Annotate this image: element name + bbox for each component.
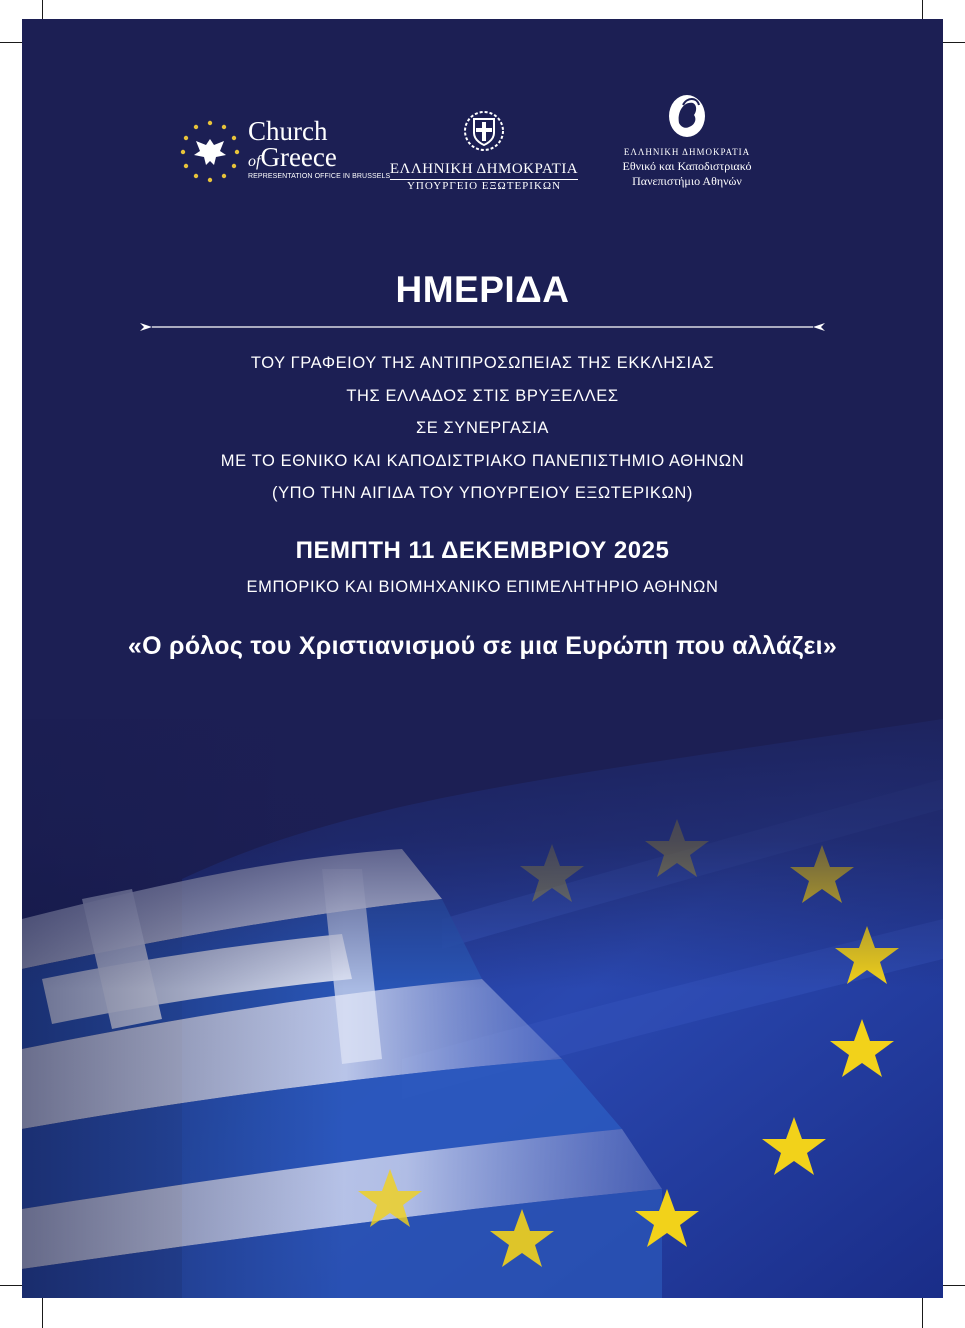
organizer-line: (ΥΠΟ ΤΗΝ ΑΙΓΙΔΑ ΤΟΥ ΥΠΟΥΡΓΕΙΟΥ ΕΞΩΤΕΡΙΚΩΝ) xyxy=(271,484,694,502)
university-of-athens-logo xyxy=(597,93,777,193)
organizer-block xyxy=(22,347,943,510)
uoa-logo-line2: Εθνικό και Καποδιστριακό xyxy=(622,159,752,173)
event-theme: «Ο ρόλος του Χριστιανισμού σε μια Ευρώπη που αλλάζει» xyxy=(127,632,838,660)
church-logo-name-line2 xyxy=(248,143,337,176)
hellenic-republic-mfa-logo xyxy=(384,109,584,192)
church-logo-subtitle: REPRESENTATION OFFICE IN BRUSSELS xyxy=(248,173,391,180)
church-of-greece-logo xyxy=(180,116,391,187)
crop-mark xyxy=(42,1298,43,1328)
poster xyxy=(22,19,943,1298)
event-date: ΠΕΜΠΤΗ 11 ΔΕΚΕΜΒΡΙΟΥ 2025 xyxy=(295,537,670,564)
church-logo-of: of xyxy=(248,153,261,170)
logos-row xyxy=(22,89,943,199)
title-divider xyxy=(140,320,825,334)
double-headed-eagle-icon xyxy=(194,139,226,165)
mfa-logo-line1: ΕΛΛΗΝΙΚΗ ΔΗΜΟΚΡΑΤΙΑ xyxy=(390,161,578,180)
organizer-line: ΣΕ ΣΥΝΕΡΓΑΣΙΑ xyxy=(415,419,550,437)
athena-head-icon xyxy=(667,93,707,139)
organizer-line: ΤΟΥ ΓΡΑΦΕΙΟΥ ΤΗΣ ΑΝΤΙΠΡΟΣΩΠΕΙΑΣ ΤΗΣ ΕΚΚΛΗΣΙΑΣ xyxy=(250,354,715,372)
church-logo-greece: Greece xyxy=(260,142,337,172)
greek-coat-of-arms-icon xyxy=(462,109,506,153)
uoa-logo-line1: ΕΛΛΗΝΙΚΗ ΔΗΜΟΚΡΑΤΙΑ xyxy=(623,147,751,157)
uoa-logo-line3: Πανεπιστήμιο Αθηνών xyxy=(632,174,742,188)
event-title: ΗΜΕΡΙΔΑ xyxy=(395,269,570,310)
mfa-logo-line2: ΥΠΟΥΡΓΕΙΟ ΕΞΩΤΕΡΙΚΩΝ xyxy=(406,180,562,192)
organizer-line: ΤΗΣ ΕΛΛΑΔΟΣ ΣΤΙΣ ΒΡΥΞΕΛΛΕΣ xyxy=(346,386,619,405)
church-logo-name-line1: Church xyxy=(248,116,328,146)
event-venue: ΕΜΠΟΡΙΚΟ ΚΑΙ ΒΙΟΜΗΧΑΝΙΚΟ ΕΠΙΜΕΛΗΤΗΡΙΟ ΑΘΗΝΩΝ xyxy=(246,578,719,596)
organizer-line: ΜΕ ΤΟ ΕΘΝΙΚΟ ΚΑΙ ΚΑΠΟΔΙΣΤΡΙΑΚΟ ΠΑΝΕΠΙΣΤΗΜΙΟ ΑΘΗΝΩΝ xyxy=(220,451,745,470)
eu-star-ring-icon xyxy=(180,119,240,183)
crop-mark xyxy=(922,1298,923,1328)
